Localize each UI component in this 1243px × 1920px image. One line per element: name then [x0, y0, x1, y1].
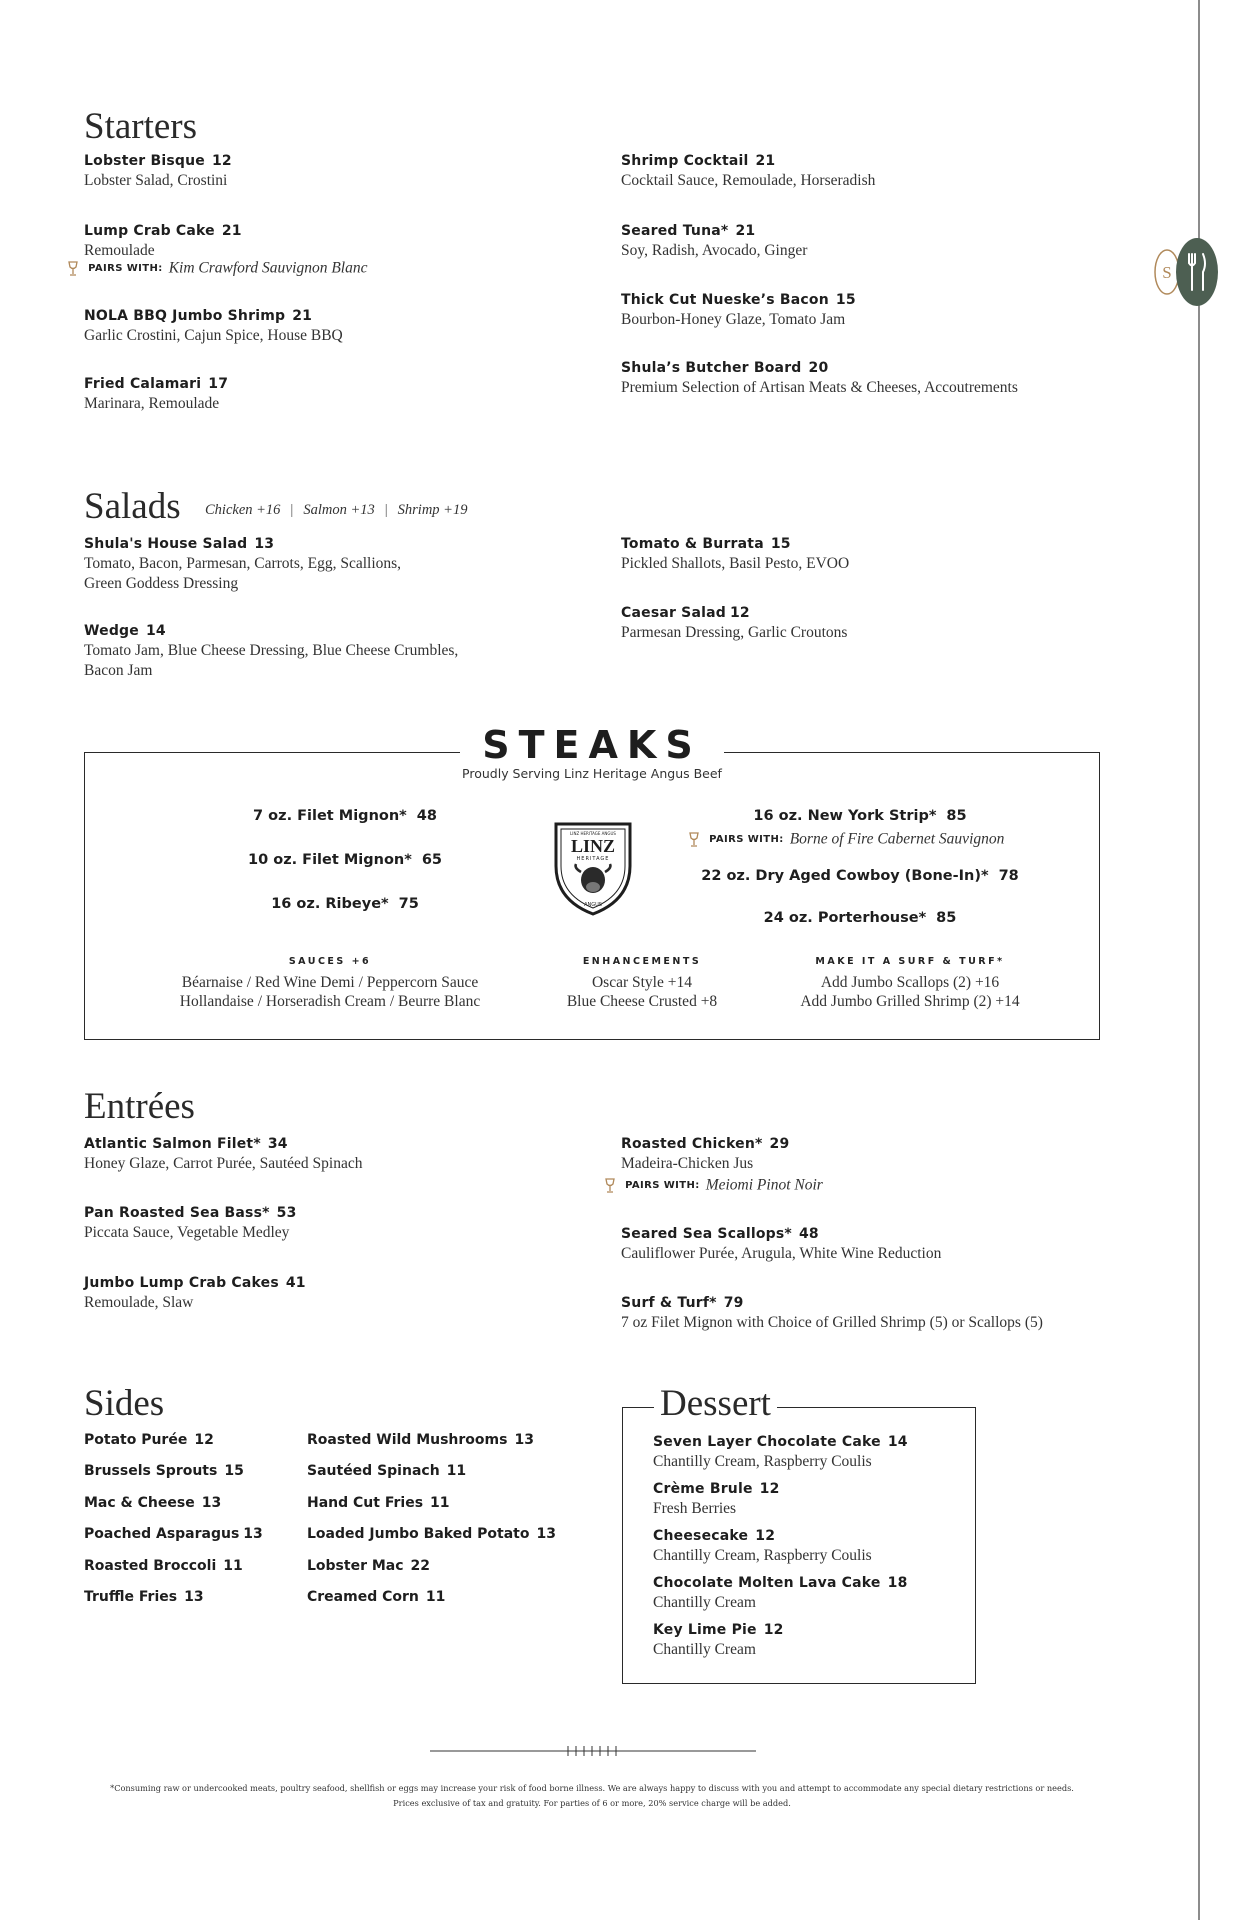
side-item: Loaded Jumbo Baked Potato 13 [307, 1526, 556, 1542]
menu-item: Roasted Chicken* 29 Madeira-Chicken Jus [621, 1136, 790, 1172]
dessert-item: Chocolate Molten Lava Cake 18 Chantilly Cream [653, 1575, 908, 1611]
steak-item: 7 oz. Filet Mignon* 48 [253, 808, 437, 824]
svg-text:LINZ: LINZ [570, 836, 616, 856]
steak-item: 16 oz. Ribeye* 75 [271, 896, 419, 912]
steak-item: 10 oz. Filet Mignon* 65 [248, 852, 442, 868]
menu-item: Shrimp Cocktail 21 Cocktail Sauce, Remoulade, Horseradish [621, 153, 876, 189]
menu-item: Tomato & Burrata 15 Pickled Shallots, Basil Pesto, EVOO [621, 536, 850, 572]
side-item: Mac & Cheese 13 [84, 1495, 222, 1511]
side-item: Creamed Corn 11 [307, 1589, 446, 1605]
brand-logo-letter: S [1162, 263, 1172, 282]
sides-title: Sides [84, 1383, 165, 1424]
salads-title: Salads [84, 486, 181, 527]
side-item: Roasted Broccoli 11 [84, 1558, 243, 1574]
wine-pairing: PAIRS WITH: Borne of Fire Cabernet Sauvignon [688, 829, 1004, 849]
steak-item: 24 oz. Porterhouse* 85 [763, 910, 957, 926]
menu-item: Jumbo Lump Crab Cakes 41 Remoulade, Slaw [84, 1275, 306, 1311]
menu-item: Pan Roasted Sea Bass* 53 Piccata Sauce, Vegetable Medley [84, 1205, 297, 1241]
menu-item: Wedge 14 Tomato Jam, Blue Cheese Dressing, Blue Cheese Crumbles, Bacon Jam [84, 623, 459, 679]
steak-item: 16 oz. New York Strip* 85 [753, 808, 967, 824]
steaks-title: STEAKS [460, 722, 724, 768]
menu-item: NOLA BBQ Jumbo Shrimp 21 Garlic Crostini, Cajun Spice, House BBQ [84, 308, 343, 344]
enhancements-block: ENHANCEMENTS Oscar Style +14 Blue Cheese Crusted +8 [566, 956, 718, 1010]
side-item: Truffle Fries 13 [84, 1589, 204, 1605]
menu-item: Seared Tuna* 21 Soy, Radish, Avocado, Ginger [621, 223, 808, 259]
steaks-subtitle: Proudly Serving Linz Heritage Angus Beef [462, 766, 722, 781]
salad-addons: Chicken +16 | Salmon +13 | Shrimp +19 [205, 502, 468, 518]
footer-divider [430, 1743, 756, 1763]
surf-turf-block: MAKE IT A SURF & TURF* Add Jumbo Scallops (2) +16 Add Jumbo Grilled Shrimp (2) +14 [800, 956, 1020, 1010]
dessert-item: Key Lime Pie 12 Chantilly Cream [653, 1622, 784, 1658]
svg-text:HERITAGE: HERITAGE [576, 856, 610, 862]
side-item: Hand Cut Fries 11 [307, 1495, 450, 1511]
side-item: Potato Purée 12 [84, 1432, 214, 1448]
menu-item: Seared Sea Scallops* 48 Cauliflower Purée, Arugula, White Wine Reduction [621, 1226, 942, 1262]
menu-item: Lobster Bisque 12 Lobster Salad, Crostini [84, 153, 232, 189]
menu-item: Fried Calamari 17 Marinara, Remoulade [84, 376, 229, 412]
svg-text:LINZ HERITAGE ANGUS: LINZ HERITAGE ANGUS [570, 831, 616, 836]
svg-text:ANGUS: ANGUS [584, 902, 602, 908]
brand-tab[interactable] [1150, 236, 1222, 308]
wine-pairing: PAIRS WITH: Kim Crawford Sauvignon Blanc [67, 258, 367, 278]
dessert-item: Cheesecake 12 Chantilly Cream, Raspberry Coulis [653, 1528, 872, 1564]
menu-item: Shula's House Salad 13 Tomato, Bacon, Parmesan, Carrots, Egg, Scallions, Green Goddess Dressing [84, 536, 402, 592]
dessert-item: Seven Layer Chocolate Cake 14 Chantilly Cream, Raspberry Coulis [653, 1434, 908, 1470]
wine-pairing: PAIRS WITH: Meiomi Pinot Noir [604, 1175, 823, 1195]
side-item: Roasted Wild Mushrooms 13 [307, 1432, 534, 1448]
menu-item: Caesar Salad 12 Parmesan Dressing, Garlic Croutons [621, 605, 848, 641]
linz-heritage-logo [548, 818, 638, 918]
starters-title: Starters [84, 106, 198, 147]
side-item: Poached Asparagus 13 [84, 1526, 263, 1542]
side-item: Sautéed Spinach 11 [307, 1463, 467, 1479]
wine-glass-icon [67, 261, 79, 277]
side-item: Brussels Sprouts 15 [84, 1463, 244, 1479]
dessert-item: Crème Brule 12 Fresh Berries [653, 1481, 780, 1517]
side-item: Lobster Mac 22 [307, 1558, 431, 1574]
menu-item: Surf & Turf* 79 7 oz Filet Mignon with Choice of Grilled Shrimp (5) or Scallops (5) [621, 1295, 1043, 1331]
footer-disclaimer: *Consuming raw or undercooked meats, poultry seafood, shellfish or eggs may increase your risk of food borne illness. We are always happy to discuss with you and attempt to accommodate any special dietary restrictions or needs. Prices exclusive of tax and gratuity. For parties of 6 or more, 20% service charge will be added. [110, 1783, 1074, 1808]
wine-glass-icon [688, 832, 700, 848]
menu-item: Thick Cut Nueske’s Bacon 15 Bourbon-Honey Glaze, Tomato Jam [621, 292, 856, 328]
menu-item: Atlantic Salmon Filet* 34 Honey Glaze, Carrot Purée, Sautéed Spinach [84, 1136, 363, 1172]
dessert-title: Dessert [654, 1384, 777, 1424]
sauces-block: SAUCES +6 Béarnaise / Red Wine Demi / Peppercorn Sauce Hollandaise / Horseradish Cream / Beurre Blanc [179, 956, 481, 1010]
menu-item: Lump Crab Cake 21 Remoulade [84, 223, 242, 259]
wine-glass-icon [604, 1178, 616, 1194]
steak-item: 22 oz. Dry Aged Cowboy (Bone-In)* 78 [701, 868, 1019, 884]
entrees-title: Entrées [84, 1086, 195, 1127]
menu-item: Shula’s Butcher Board 20 Premium Selection of Artisan Meats & Cheeses, Accoutrements [621, 360, 1018, 396]
